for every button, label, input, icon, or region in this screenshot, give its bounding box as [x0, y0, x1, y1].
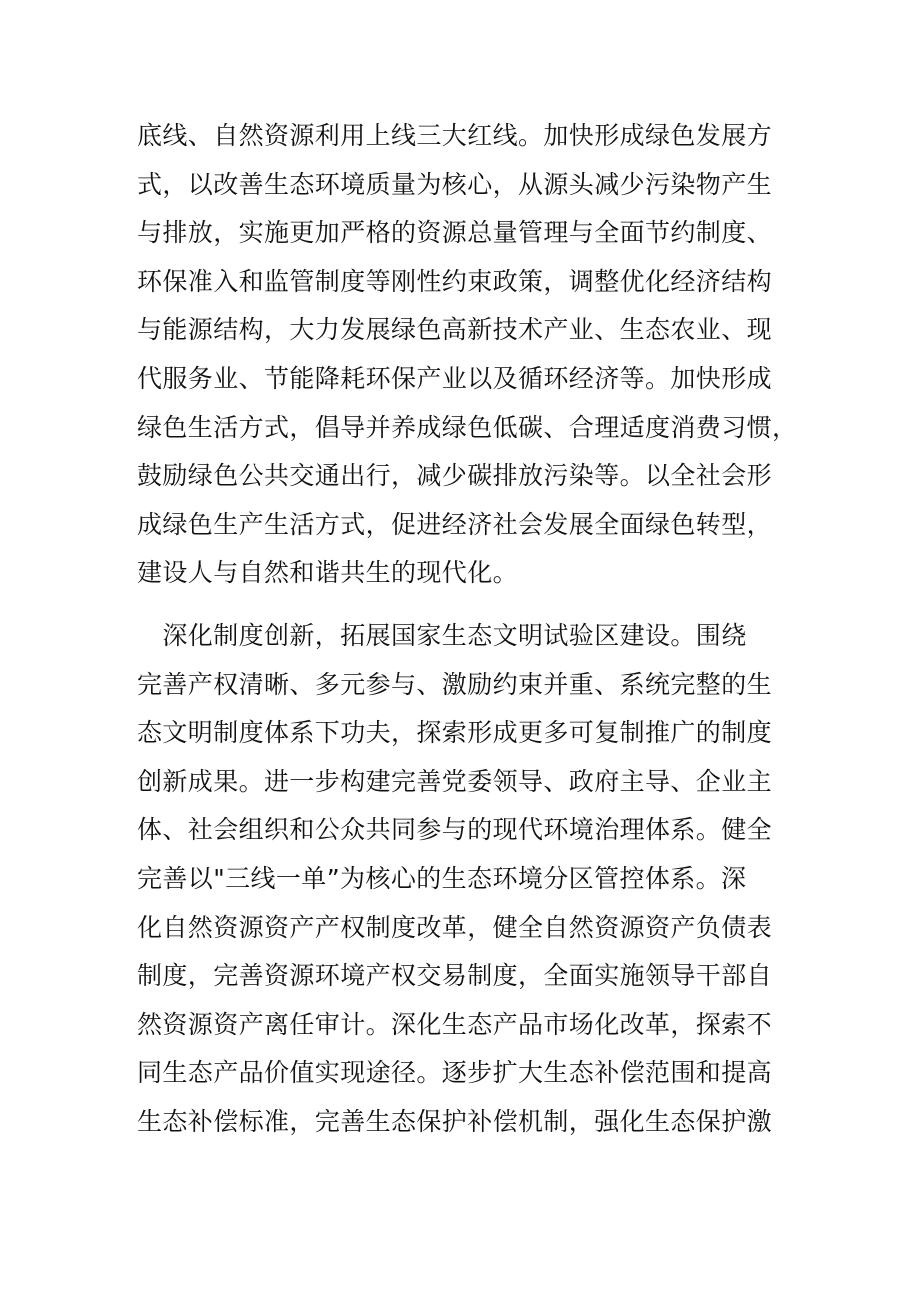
- text-line: 深化制度创新，拓展国家生态文明试验区建设。围绕: [137, 621, 747, 650]
- text-line: 环保准入和监管制度等刚性约束政策，调整优化经济结构: [137, 266, 773, 296]
- text-line: 建设人与自然和谐共生的现代化。: [137, 558, 519, 588]
- text-line: 生态补偿标准，完善生态保护补偿机制，强化生态保护激: [137, 1106, 773, 1136]
- text-line: 成绿色生产生活方式，促进经济社会发展全面绿色转型，: [137, 509, 773, 539]
- text-line: 制度，完善资源环境产权交易制度，全面实施领导干部自: [137, 961, 773, 991]
- text-line: 与能源结构，大力发展绿色高新技术产业、生态农业、现: [137, 315, 773, 345]
- text-line: 鼓励绿色公共交通出行，减少碳排放污染等。以全社会形: [137, 461, 773, 491]
- text-line: 化自然资源资产产权制度改革，健全自然资源资产负债表: [137, 912, 773, 942]
- paragraph-institutional-innovation: [137, 612, 797, 1147]
- text-line: 然资源资产离任审计。深化生态产品市场化改革，探索不: [137, 1009, 773, 1039]
- text-line: 创新成果。进一步构建完善党委领导、政府主导、企业主: [137, 766, 773, 796]
- text-line: 完善以"三线一单”为核心的生态环境分区管控体系。深: [137, 863, 747, 893]
- text-line: 代服务业、节能降耗环保产业以及循环经济等。加快形成: [137, 363, 773, 393]
- text-line: 与排放，实施更加严格的资源总量管理与全面节约制度、: [137, 218, 773, 248]
- text-line: 底线、自然资源利用上线三大红线。加快形成绿色发展方: [137, 121, 773, 150]
- text-line: 式，以改善生态环境质量为核心，从源头减少污染物产生: [137, 169, 773, 199]
- text-line: 完善产权清晰、多元参与、激励约束并重、系统完整的生: [137, 669, 773, 699]
- text-line: 同生态产品价值实现途径。逐步扩大生态补偿范围和提高: [137, 1058, 773, 1088]
- text-line: 体、社会组织和公众共同参与的现代环境治理体系。健全: [137, 815, 773, 845]
- text-line: 态文明制度体系下功夫，探索形成更多可复制推广的制度: [137, 718, 773, 748]
- paragraph-green-development: [137, 112, 797, 598]
- text-line: 绿色生活方式，倡导并养成绿色低碳、合理适度消费习惯，: [137, 412, 798, 442]
